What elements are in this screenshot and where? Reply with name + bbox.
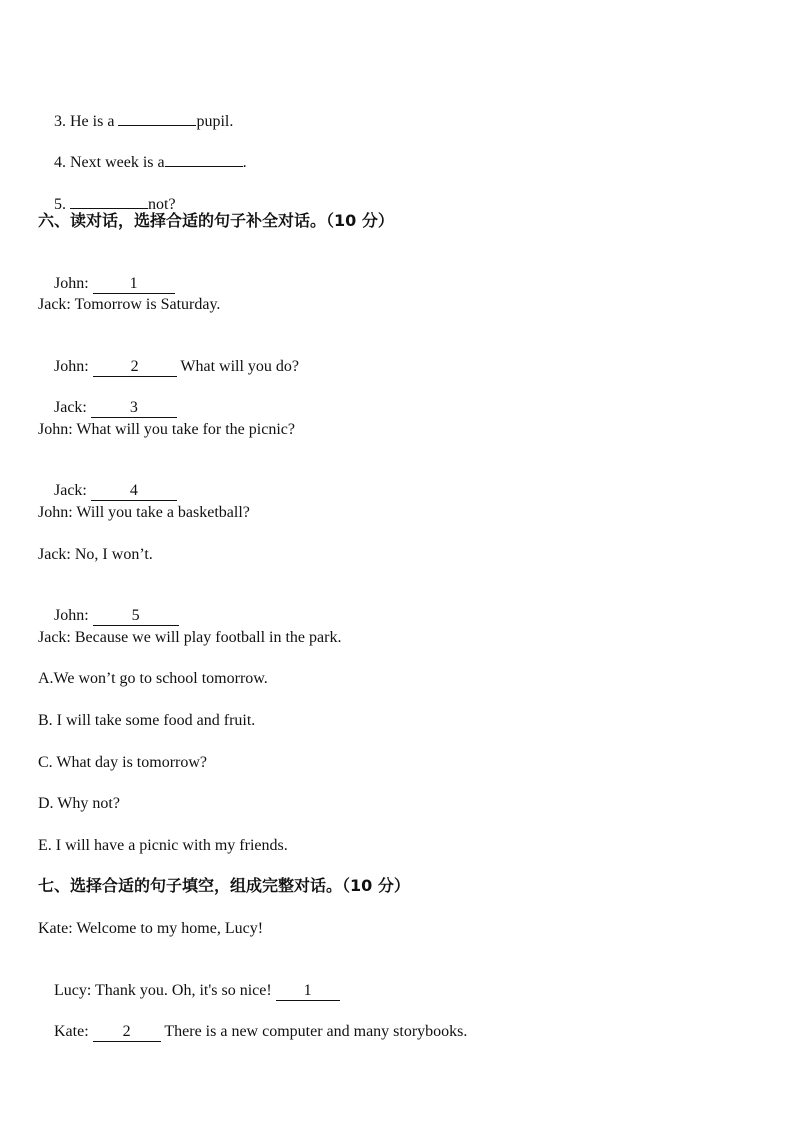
option-a: A.We won’t go to school tomorrow. [38, 670, 268, 687]
section-7-heading: 七、选择合适的句子填空，组成完整对话。（10 分） [38, 876, 410, 895]
dialogue-7-line-3 [38, 1002, 467, 1062]
blank-line [118, 108, 196, 126]
blank-line [70, 191, 148, 209]
numbered-blank-1: 1 [276, 982, 340, 1001]
line-suffix: What will you do? [176, 358, 300, 375]
item-5-suffix: not? [148, 196, 176, 213]
option-e: E. I will have a picnic with my friends. [38, 837, 288, 854]
dialogue-line-7: John: Will you take a basketball? [38, 504, 250, 521]
numbered-blank-2: 2 [93, 1023, 161, 1042]
speaker-label: Kate: [54, 1023, 93, 1040]
dialogue-line-8: Jack: No, I won’t. [38, 546, 153, 563]
speaker-label: John: [54, 607, 93, 624]
line-suffix: There is a new computer and many storybooks. [160, 1023, 468, 1040]
item-3-prefix: 3. He is a [54, 113, 119, 130]
speaker-label: Jack: [54, 482, 91, 499]
speaker-label: John: [54, 358, 93, 375]
speaker-label: Lucy: Thank you. Oh, it's so nice! [54, 982, 276, 999]
option-c: C. What day is tomorrow? [38, 754, 208, 771]
dialogue-line-5: John: What will you take for the picnic? [38, 421, 295, 438]
numbered-blank-1: 1 [93, 275, 175, 294]
dialogue-line-10: Jack: Because we will play football in the park. [38, 629, 342, 646]
option-d: D. Why not? [38, 795, 120, 812]
section-6-heading: 六、读对话，选择合适的句子补全对话。（10 分） [38, 211, 394, 230]
speaker-label: John: [54, 275, 93, 292]
speaker-label: Jack: [54, 399, 91, 416]
item-3-suffix: pupil. [196, 113, 234, 130]
numbered-blank-2: 2 [93, 358, 177, 377]
blank-line [165, 149, 243, 167]
numbered-blank-5: 5 [93, 607, 179, 626]
numbered-blank-3: 3 [91, 399, 177, 418]
option-b: B. I will take some food and fruit. [38, 712, 256, 729]
item-4-suffix: . [242, 154, 247, 171]
item-4-prefix: 4. Next week is a [54, 154, 165, 171]
dialogue-line-2: Jack: Tomorrow is Saturday. [38, 296, 221, 313]
dialogue-7-line-1: Kate: Welcome to my home, Lucy! [38, 920, 264, 937]
numbered-blank-4: 4 [91, 482, 177, 501]
item-5-prefix: 5. [54, 196, 70, 213]
